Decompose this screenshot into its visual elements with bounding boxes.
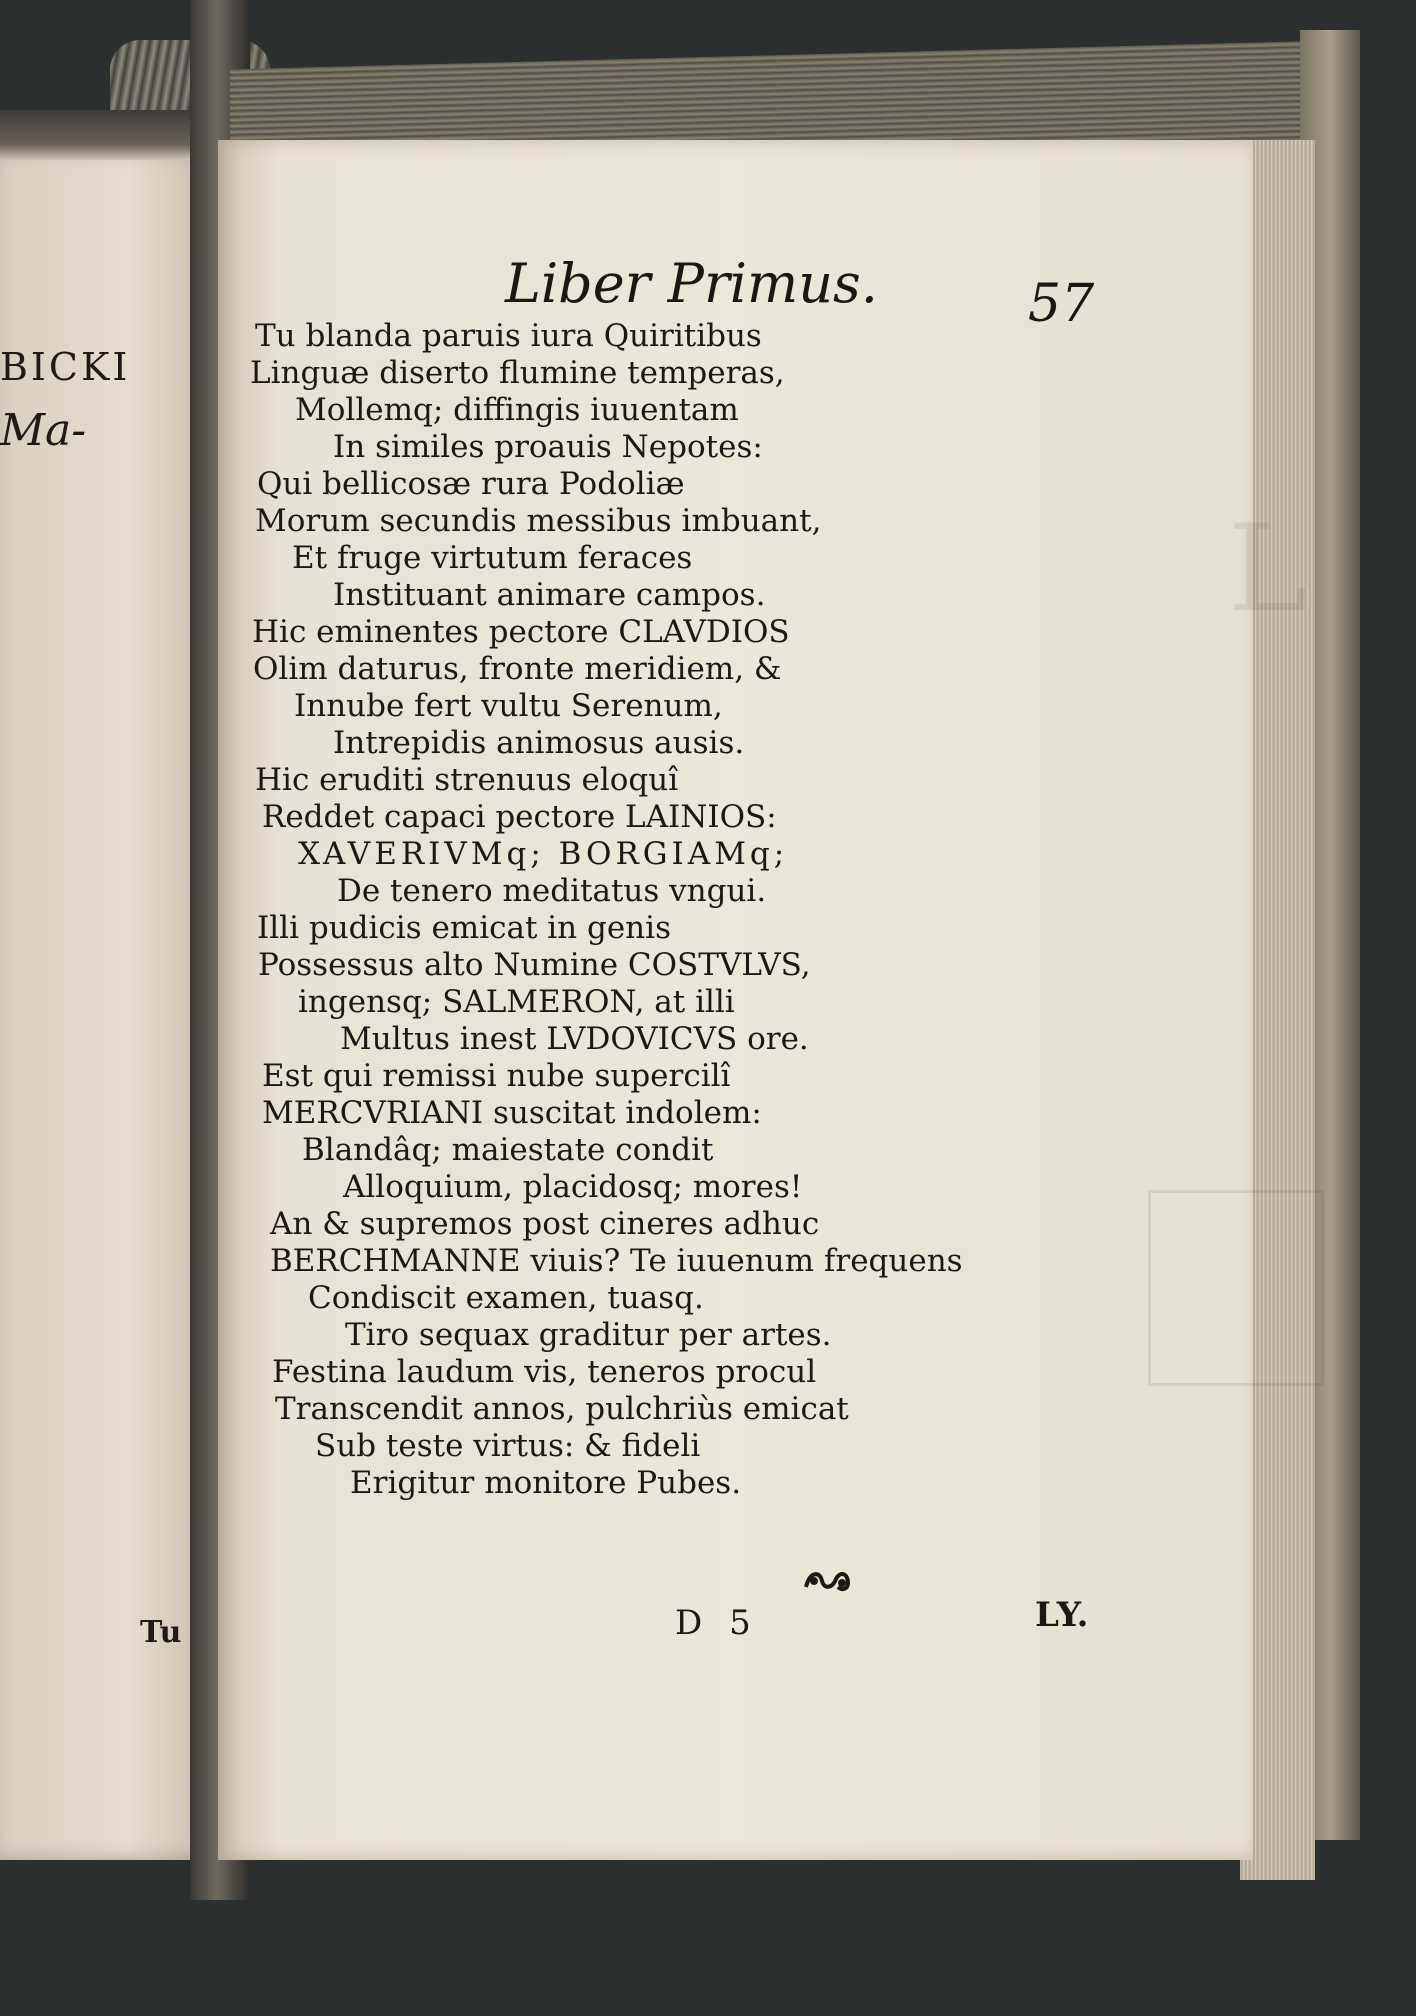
poem-line: Et fruge virtutum feraces [292, 540, 693, 576]
poem-line: Possessus alto Numine COSTVLVS, [258, 947, 811, 983]
left-page-catchword: Tu [140, 1615, 182, 1650]
poem-line: Intrepidis animosus ausis. [333, 725, 745, 761]
left-page-fragment: BICKI [0, 345, 131, 389]
ornament-icon [802, 1565, 852, 1595]
poem-line: De tenero meditatus vngui. [337, 873, 767, 909]
poem-line: Festina laudum vis, teneros procul [272, 1354, 817, 1390]
poem-line: Olim daturus, fronte meridiem, & [253, 651, 782, 687]
page-number: 57 [1028, 274, 1095, 334]
poem-line: Linguæ diserto flumine temperas, [250, 355, 785, 391]
left-page [0, 150, 215, 1860]
poem-line: An & supremos post cineres adhuc [270, 1206, 820, 1242]
poem-line: Mollemq; diffingis iuuentam [295, 392, 739, 428]
poem-line: BERCHMANNE viuis? Te iuuenum frequens [270, 1243, 963, 1279]
show-through: L [1228, 500, 1308, 639]
left-page-edge [0, 110, 200, 160]
poem-line: Tu blanda paruis iura Quiritibus [255, 318, 762, 354]
poem-line: Qui bellicosæ rura Podoliæ [257, 466, 685, 502]
poem-line: Morum secundis messibus imbuant, [255, 503, 822, 539]
poem-line: XAVERIVMq; BORGIAMq; [298, 836, 789, 872]
poem-line: Hic eminentes pectore CLAVDIOS [252, 614, 790, 650]
poem-line: Sub teste virtus: & fideli [315, 1428, 701, 1464]
poem-line: MERCVRIANI suscitat indolem: [262, 1095, 762, 1131]
left-page-fragment: Ma- [0, 405, 87, 456]
poem-line: Instituant animare campos. [333, 577, 766, 613]
running-head: Liber Primus. [505, 252, 878, 315]
poem-line: Blandâq; maiestate condit [302, 1132, 714, 1168]
poem-line: Reddet capaci pectore LAINIOS: [262, 799, 777, 835]
show-through-ornament [1148, 1190, 1324, 1386]
catchword: LY. [1035, 1595, 1089, 1635]
poem-line: Transcendit annos, pulchriùs emicat [275, 1391, 849, 1427]
poem-line: Condiscit examen, tuasq. [308, 1280, 704, 1316]
poem-line: Illi pudicis emicat in genis [257, 910, 671, 946]
poem-line: In similes proauis Nepotes: [333, 429, 763, 465]
poem-line: Multus inest LVDOVICVS ore. [340, 1021, 809, 1057]
poem-line: Est qui remissi nube supercilî [262, 1058, 731, 1094]
poem-line: Innube fert vultu Serenum, [294, 688, 723, 724]
poem-line: Hic eruditi strenuus eloquî [255, 762, 679, 798]
signature-mark: D 5 [675, 1603, 759, 1643]
poem-line: Erigitur monitore Pubes. [350, 1465, 742, 1501]
poem-line: ingensq; SALMERON, at illi [298, 984, 735, 1020]
poem-line: Alloquium, placidosq; mores! [343, 1169, 803, 1205]
poem-line: Tiro sequax graditur per artes. [345, 1317, 832, 1353]
